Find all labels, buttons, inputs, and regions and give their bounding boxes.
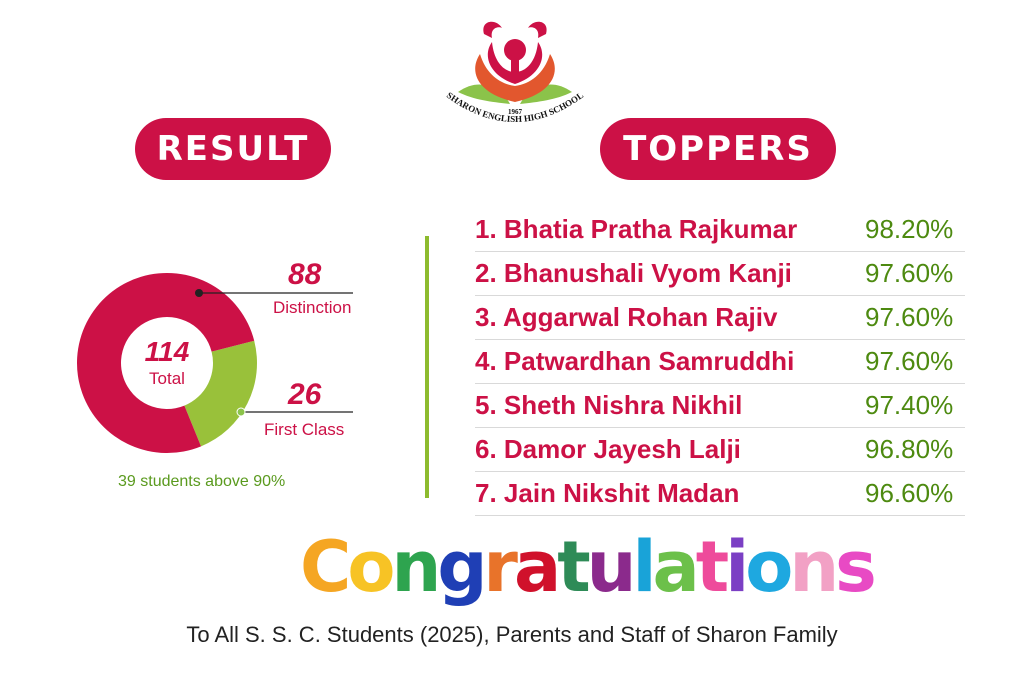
topper-row [475, 340, 965, 384]
congrats-letter: r [483, 526, 514, 608]
congrats-letter: n [789, 526, 836, 608]
topper-row [475, 296, 965, 340]
congrats-letter: n [391, 526, 438, 608]
total-label: Total [149, 369, 185, 388]
topper-score: 97.40% [865, 390, 954, 420]
topper-name: 6. Damor Jayesh Lalji [475, 434, 741, 464]
school-logo [440, 14, 590, 136]
first-class-label: First Class [264, 420, 345, 439]
congrats-letter: t [695, 526, 726, 608]
congrats-letter: u [586, 526, 633, 608]
congratulations-title [300, 520, 873, 614]
topper-score: 97.60% [865, 346, 954, 376]
topper-name: 4. Patwardhan Samruddhi [475, 346, 795, 376]
topper-row [475, 472, 965, 516]
topper-score: 97.60% [865, 258, 954, 288]
topper-row [475, 428, 965, 472]
result-donut-chart [72, 268, 262, 458]
congrats-letter: g [437, 526, 484, 608]
congrats-letter: i [725, 526, 746, 608]
topper-name: 3. Aggarwal Rohan Rajiv [475, 302, 778, 332]
congrats-letter: o [347, 526, 392, 608]
vertical-divider [425, 236, 429, 498]
congrats-letter: C [300, 526, 348, 608]
first-class-count: 26 [288, 378, 322, 411]
topper-row [475, 208, 965, 252]
distinction-label: Distinction [273, 298, 352, 317]
topper-score: 96.80% [865, 434, 954, 464]
congrats-letter: a [652, 526, 696, 608]
topper-row [475, 384, 965, 428]
logo-year: 1967 [508, 108, 522, 116]
toppers-heading: TOPPERS [600, 118, 836, 180]
congrats-letter: o [745, 526, 790, 608]
above-90-note: 39 students above 90% [118, 473, 286, 490]
logo-school-name: SHARON ENGLISH HIGH SCHOOL [444, 90, 586, 125]
topper-score: 98.20% [865, 214, 954, 244]
result-heading: RESULT [135, 118, 331, 180]
topper-score: 97.60% [865, 302, 954, 332]
topper-row [475, 252, 965, 296]
congrats-letter: s [835, 526, 873, 608]
topper-name: 1. Bhatia Pratha Rajkumar [475, 214, 798, 244]
congrats-letter: t [557, 526, 587, 608]
congrats-letter: a [513, 526, 558, 608]
congrats-letter: l [632, 526, 653, 608]
total-count: 114 [144, 336, 190, 367]
footer-message: To All S. S. C. Students (2025), Parents and Staff of Sharon Family [186, 622, 838, 647]
topper-name: 7. Jain Nikshit Madan [475, 478, 740, 508]
toppers-list [475, 208, 965, 516]
topper-name: 2. Bhanushali Vyom Kanji [475, 258, 792, 288]
topper-name: 5. Sheth Nishra Nikhil [475, 390, 743, 420]
distinction-count: 88 [288, 258, 322, 291]
first-class-slice [184, 341, 257, 447]
topper-score: 96.60% [865, 478, 954, 508]
